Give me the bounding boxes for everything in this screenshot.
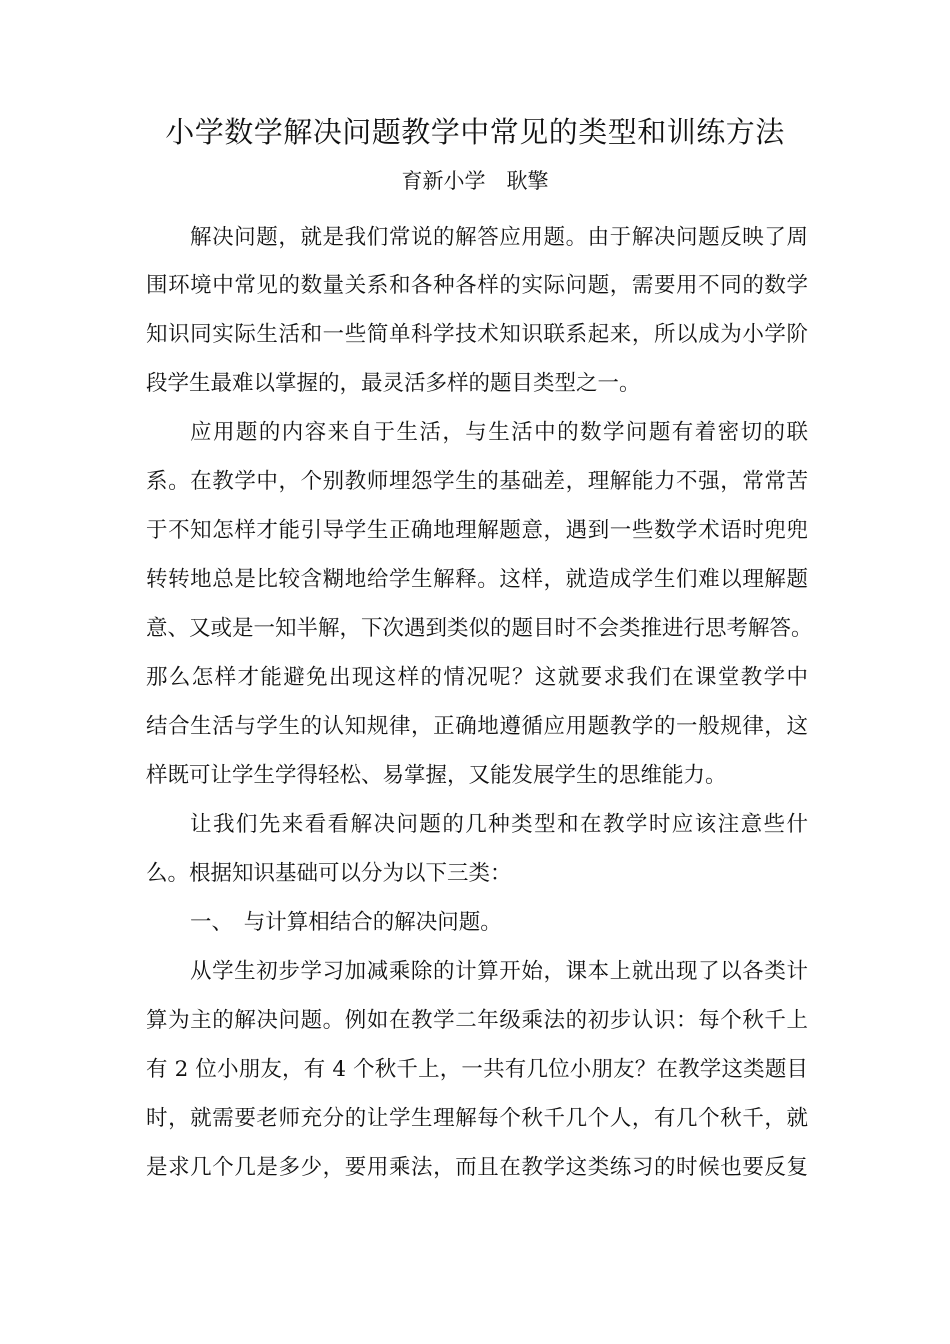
body-line: 意、又或是一知半解，下次遇到类似的题目时不会类推进行思考解答。	[146, 616, 813, 641]
body-line: 知识同实际生活和一些简单科学技术知识联系起来，所以成为小学阶	[146, 322, 808, 347]
body-line: 解决问题，就是我们常说的解答应用题。由于解决问题反映了周	[190, 225, 808, 250]
body-line: 是求几个几是多少，要用乘法，而且在教学这类练习的时候也要反复	[146, 1155, 808, 1180]
document-title: 小学数学解决问题教学中常见的类型和训练方法	[165, 115, 785, 149]
body-line: 从学生初步学习加减乘除的计算开始，课本上就出现了以各类计	[190, 959, 808, 984]
body-line: 有 2 位小朋友，有 4 个秋千上，一共有几位小朋友？在教学这类题目	[146, 1057, 808, 1082]
body-line: 让我们先来看看解决问题的几种类型和在教学时应该注意些什	[190, 812, 808, 837]
body-line: 系。在教学中，个别教师埋怨学生的基础差，理解能力不强，常常苦	[146, 469, 808, 494]
body-line: 么。根据知识基础可以分为以下三类：	[146, 861, 512, 886]
document-author: 育新小学 耿擎	[401, 169, 549, 193]
body-line: 样既可让学生学得轻松、易掌握，又能发展学生的思维能力。	[146, 763, 727, 788]
body-line: 算为主的解决问题。例如在教学二年级乘法的初步认识：每个秋千上	[146, 1008, 808, 1033]
body-line: 转转地总是比较含糊地给学生解释。这样，就造成学生们难以理解题	[146, 567, 808, 592]
section-heading: 一、 与计算相结合的解决问题。	[190, 910, 502, 935]
body-line: 段学生最难以掌握的，最灵活多样的题目类型之一。	[146, 371, 641, 396]
body-line: 围环境中常见的数量关系和各种各样的实际问题，需要用不同的数学	[146, 273, 808, 298]
body-line: 那么怎样才能避免出现这样的情况呢？这就要求我们在课堂教学中	[146, 665, 808, 690]
body-line: 于不知怎样才能引导学生正确地理解题意，遇到一些数学术语时兜兜	[146, 518, 808, 543]
body-line: 应用题的内容来自于生活，与生活中的数学问题有着密切的联	[190, 420, 808, 445]
body-line: 结合生活与学生的认知规律，正确地遵循应用题教学的一般规律，这	[146, 714, 808, 739]
body-line: 时，就需要老师充分的让学生理解每个秋千几个人，有几个秋千，就	[146, 1106, 808, 1131]
